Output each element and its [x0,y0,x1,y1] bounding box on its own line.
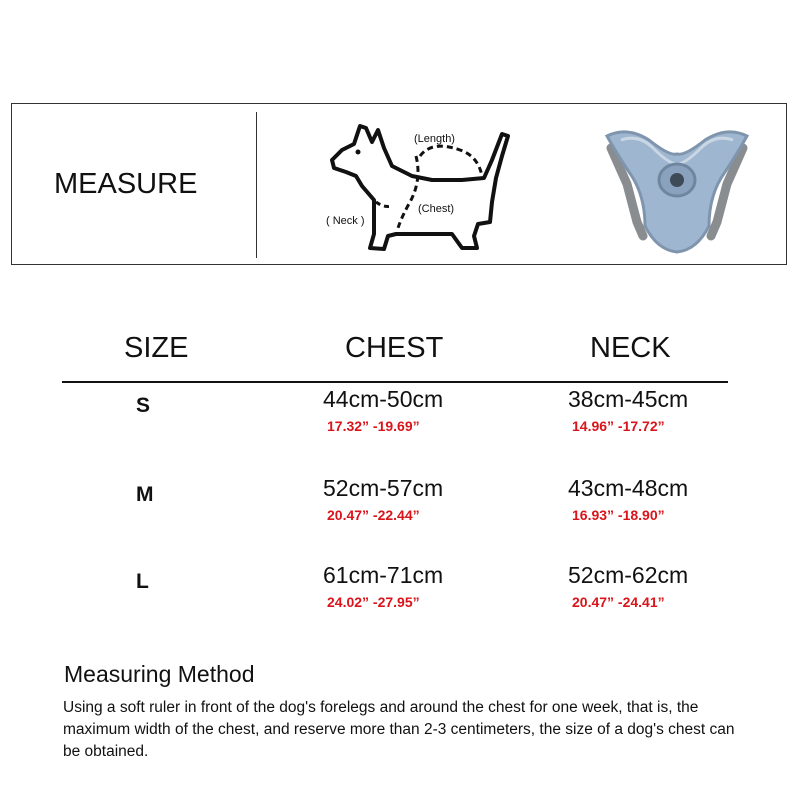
measure-panel [11,103,787,265]
table-row [62,562,728,622]
table-row [62,475,728,535]
panel-divider [256,112,257,258]
neck-cm: 52cm-62cm [568,562,689,588]
neck-inch: 20.47” -24.41” [572,594,665,610]
neck-inch: 16.93” -18.90” [572,507,665,523]
neck-cm: 43cm-48cm [568,475,689,501]
chest-label: (Chest) [418,203,455,215]
neck-inch: 14.96” -17.72” [572,418,665,434]
chest-cm: 44cm-50cm [323,386,444,412]
header-chest: CHEST [345,332,444,364]
neck-label: ( Neck ) [326,215,365,227]
header-size: SIZE [124,332,189,364]
chest-inch: 17.32” -19.69” [327,418,420,434]
size-value: S [136,394,151,417]
header-neck: NECK [590,332,671,364]
table-row [62,386,728,446]
chest-inch: 24.02” -27.95” [327,594,420,610]
chest-cm: 61cm-71cm [323,562,444,588]
chest-cm: 52cm-57cm [323,475,444,501]
neck-cm: 38cm-45cm [568,386,689,412]
size-value: M [136,483,154,506]
harness-image [597,118,757,258]
method-title: Measuring Method [64,661,255,687]
measure-title: MEASURE [54,168,198,200]
header-rule [62,381,728,383]
size-value: L [136,570,149,593]
chest-inch: 20.47” -22.44” [327,507,420,523]
method-text: Using a soft ruler in front of the dog's forelegs and around the chest for one week, that is, the maximum width of the chest, and reserve more than 2-3 centimeters, the size of a dog's chest can be obtained. [63,699,735,760]
dog-outline-icon [312,116,517,261]
length-label: (Length) [414,133,455,145]
